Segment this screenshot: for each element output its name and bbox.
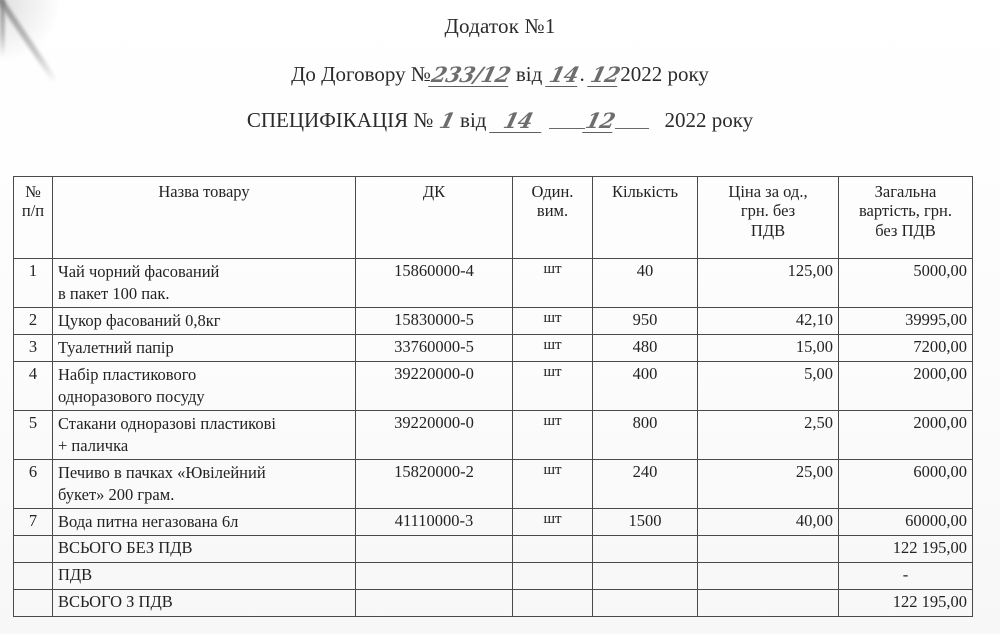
summary-label: ВСЬОГО БЕЗ ПДВ: [53, 536, 356, 563]
summary-value: 122 195,00: [839, 536, 973, 563]
header-cell-no: [14, 177, 53, 259]
cell-name: [53, 411, 356, 460]
cell-dk: 15860000-4: [356, 259, 513, 308]
cell-unit: шт: [513, 308, 593, 335]
summary-cell-dk: [356, 563, 513, 590]
cell-name-line1: Стакани одноразові пластикові: [58, 414, 276, 433]
cell-name-line2: одноразового посуду: [58, 386, 205, 406]
header-cell-total: [839, 177, 973, 259]
cell-qty: 400: [593, 362, 698, 411]
contract-day-handwritten: 14: [546, 62, 582, 87]
cell-dk: 39220000-0: [356, 411, 513, 460]
specification-table: [13, 176, 973, 617]
cell-price: 2,50: [698, 411, 839, 460]
summary-cell-qty: [593, 590, 698, 617]
cell-name: [53, 509, 356, 536]
cell-name-line1: Вода питна негазована 6л: [58, 512, 239, 531]
header-no-line2: п/п: [21, 201, 45, 221]
cell-qty: 950: [593, 308, 698, 335]
cell-total: 39995,00: [839, 308, 973, 335]
cell-name: [53, 308, 356, 335]
cell-no: 1: [14, 259, 53, 308]
header-total-line2: вартість, грн.: [858, 201, 952, 221]
contract-number-handwritten: 233/12: [428, 62, 513, 87]
table-row-3: [14, 335, 973, 362]
header-cell-price: [698, 177, 839, 259]
specification-day-handwritten: 14: [489, 110, 547, 133]
table-row-5: [14, 411, 973, 460]
header-name-text: Назва товару: [158, 182, 250, 201]
cell-dk: 15820000-2: [356, 460, 513, 509]
table-summary-row: [14, 536, 973, 563]
cell-total: 2000,00: [839, 362, 973, 411]
specification-prefix-label: СПЕЦИФІКАЦІЯ №: [246, 108, 434, 132]
summary-cell-price: [698, 590, 839, 617]
cell-no: 2: [14, 308, 53, 335]
cell-qty: 480: [593, 335, 698, 362]
table-row-2: [14, 308, 973, 335]
cell-name: [53, 362, 356, 411]
summary-cell-qty: [593, 563, 698, 590]
specification-number-handwritten: 1: [436, 108, 458, 133]
cell-qty: 1500: [593, 509, 698, 536]
cell-qty: 800: [593, 411, 698, 460]
cell-price: 125,00: [698, 259, 839, 308]
cell-unit: шт: [513, 362, 593, 411]
specification-from-label: від: [460, 108, 487, 132]
table-summary-row: [14, 563, 973, 590]
header-price-line3: ПДВ: [750, 220, 786, 240]
cell-qty: 240: [593, 460, 698, 509]
summary-value: -: [839, 563, 973, 590]
summary-cell-no: [14, 563, 53, 590]
cell-total: 60000,00: [839, 509, 973, 536]
summary-value: 122 195,00: [839, 590, 973, 617]
header-cell-name: [53, 177, 356, 259]
summary-cell-no: [14, 536, 53, 563]
cell-name-line2: в пакет 100 пак.: [58, 283, 170, 303]
cell-name-line2: + паличка: [58, 435, 129, 455]
summary-cell-dk: [356, 590, 513, 617]
cell-no: 7: [14, 509, 53, 536]
table-header-row: [14, 177, 973, 259]
summary-cell-unit: [513, 536, 593, 563]
cell-unit: шт: [513, 335, 593, 362]
summary-label: ПДВ: [53, 563, 356, 590]
cell-unit: шт: [513, 259, 593, 308]
header-dk-text: ДК: [422, 182, 446, 201]
cell-dk: 33760000-5: [356, 335, 513, 362]
contract-date-separator: .: [579, 62, 585, 86]
summary-cell-price: [698, 563, 839, 590]
cell-total: 5000,00: [839, 259, 973, 308]
summary-cell-qty: [593, 536, 698, 563]
summary-cell-unit: [513, 590, 593, 617]
cell-no: 3: [14, 335, 53, 362]
cell-unit: шт: [513, 411, 593, 460]
header-price-line2: грн. без: [740, 201, 796, 221]
cell-dk: 41110000-3: [356, 509, 513, 536]
contract-month-handwritten: 12: [588, 62, 623, 87]
contract-from-label: від: [515, 62, 543, 86]
summary-cell-no: [14, 590, 53, 617]
cell-name-line2: букет» 200 грам.: [58, 484, 175, 504]
cell-no: 4: [14, 362, 53, 411]
cell-name: [53, 259, 356, 308]
table-row-6: [14, 460, 973, 509]
document-title-text: Додаток №1: [444, 14, 556, 38]
header-unit-line1: Один.: [531, 182, 574, 201]
cell-unit: шт: [513, 460, 593, 509]
cell-name-line1: Набір пластикового: [58, 365, 197, 384]
cell-name: [53, 335, 356, 362]
header-total-line1: Загальна: [874, 182, 937, 201]
header-price-line1: Ціна за од.,: [728, 182, 808, 201]
cell-unit: шт: [513, 509, 593, 536]
header-cell-qty: [593, 177, 698, 259]
cell-total: 2000,00: [839, 411, 973, 460]
table-row-7: [14, 509, 973, 536]
summary-cell-unit: [513, 563, 593, 590]
specification-year-label: 2022 року: [664, 108, 754, 132]
cell-price: 15,00: [698, 335, 839, 362]
cell-price: 40,00: [698, 509, 839, 536]
table-row-4: [14, 362, 973, 411]
cell-name-line1: Туалетний папір: [58, 338, 174, 357]
document-title: [0, 14, 1000, 39]
header-total-line3: без ПДВ: [875, 220, 936, 240]
specification-reference-line: [0, 108, 1000, 133]
cell-no: 6: [14, 460, 53, 509]
header-qty-text: Кількість: [611, 182, 678, 201]
cell-dk: 39220000-0: [356, 362, 513, 411]
cell-no: 5: [14, 411, 53, 460]
cell-name-line1: Цукор фасований 0,8кг: [58, 311, 221, 330]
table-summary-row: [14, 590, 973, 617]
cell-qty: 40: [593, 259, 698, 308]
header-no-line1: №: [25, 182, 41, 201]
cell-price: 25,00: [698, 460, 839, 509]
cell-name-line1: Чай чорний фасований: [58, 262, 220, 281]
cell-name-line1: Печиво в пачках «Ювілейний: [58, 463, 266, 482]
cell-dk: 15830000-5: [356, 308, 513, 335]
header-unit-line2: вим.: [536, 201, 569, 221]
contract-year-label: 2022 року: [620, 62, 709, 86]
cell-price: 5,00: [698, 362, 839, 411]
cell-name: [53, 460, 356, 509]
header-cell-unit: [513, 177, 593, 259]
cell-total: 7200,00: [839, 335, 973, 362]
specification-month-handwritten: 12: [583, 108, 618, 133]
table-row-1: [14, 259, 973, 308]
cell-price: 42,10: [698, 308, 839, 335]
contract-prefix-label: До Договору №: [291, 62, 431, 86]
cell-total: 6000,00: [839, 460, 973, 509]
header-cell-dk: [356, 177, 513, 259]
summary-cell-dk: [356, 536, 513, 563]
summary-label: ВСЬОГО З ПДВ: [53, 590, 356, 617]
summary-cell-price: [698, 536, 839, 563]
contract-reference-line: [0, 62, 1000, 87]
